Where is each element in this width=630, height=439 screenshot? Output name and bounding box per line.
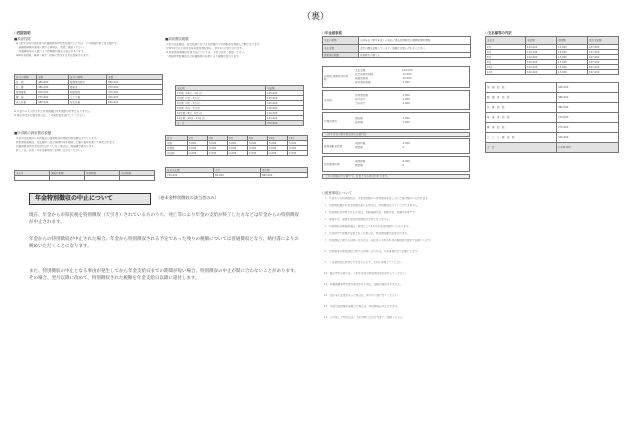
right-left-block: [322, 112, 470, 130]
table-cell: 480,000: [37, 100, 69, 105]
notes-item: １．年金からの特別徴収は、年金支給額から所得税等を差し引いた後の額から行われます。: [324, 197, 431, 200]
block-line: 徴収額 5,000: [355, 117, 410, 120]
table-cell: 3,000: [268, 146, 288, 151]
table-cell: 480,000: [37, 80, 69, 85]
table-cell: 源泉徴収税額: [323, 53, 359, 58]
table-cell: 380,000: [557, 93, 619, 103]
table-cell: 120,000: [266, 91, 304, 96]
block-label: 国民健康保険: [324, 163, 340, 166]
table-cell: 区分の種類: [69, 75, 107, 80]
block-label: 所得税 復興特別所得税: [324, 75, 349, 82]
notes-item: ８．所得税等の源泉徴収に関するお問い合わせは、年金事務所までお願いします。: [324, 250, 420, 253]
table-cell: 270,000: [557, 113, 619, 123]
table-cell: 支払月: [15, 171, 50, 176]
table-cell: 2,000: [208, 151, 228, 156]
table-cell: 720,000: [166, 173, 214, 178]
table-cell: 10月: [268, 136, 288, 141]
left-section2-line: 源泉徴収税額は、支払額から社会保険料等を控除した額に税率を乗じて算出されます。: [16, 141, 117, 144]
table-cell: 支払の種類: [323, 37, 359, 45]
table-cell: 12月: [486, 70, 526, 75]
table-cell: 所得税: [166, 146, 188, 151]
table-cell: 基 礎 控 除: [486, 83, 557, 93]
table-cell: 3,000: [208, 146, 228, 151]
table-cell: 270,000: [107, 85, 163, 90]
table-cell: 120,000: [526, 60, 557, 65]
block-line: 特別徴収額 2,000: [355, 94, 410, 97]
right-left-block: [322, 90, 470, 110]
table-cell: 120,000: [266, 111, 304, 116]
table-cell: 支払月: [486, 37, 526, 45]
left-section2-line: 年金の支払額から所得税及び復興特別所得税が源泉徴収されています。: [16, 137, 99, 140]
block-line: 支払金額 120,000: [355, 69, 413, 72]
table-cell: 配 偶 者 控 除: [486, 93, 557, 103]
table-cell: 老人扶養: [15, 100, 37, 105]
right-left-header-table: [322, 36, 471, 58]
table-cell: 5,000: [208, 141, 228, 146]
table-cell: 13,000: [557, 50, 588, 55]
table-cell: 6月期（4月・5月分）: [176, 101, 266, 106]
table-cell: 住民税: [166, 151, 188, 156]
table-cell: 課税対象額: [50, 171, 85, 176]
left-section1-line: ・基礎控除額の適用に関する事項は、別途ご確認ください。: [16, 46, 87, 49]
block-line: 当年度分 2,000: [355, 102, 410, 105]
left-section2-line: 扶養親族等申告書を提出されていない場合は、控除額が異なります。: [16, 145, 97, 148]
table-cell: 特定扶養: [69, 100, 107, 105]
table-cell: 3,000: [188, 146, 208, 151]
table-cell: 住民税額: [120, 171, 155, 176]
block-label: 介護保険料: [324, 120, 337, 123]
table-cell: ひとり親: [69, 95, 107, 100]
middle-section-line: 年金の支払額は、各支払期における支給額から所得税等を控除した額となります。: [166, 43, 262, 46]
table-cell: 4月期（2月・3月分）: [176, 96, 266, 101]
block-label: 後期高齢者医療: [324, 145, 343, 148]
table-cell: 金額: [37, 75, 69, 80]
table-cell: 合 計: [486, 143, 557, 153]
table-cell: [15, 176, 50, 181]
table-cell: 480,000: [557, 83, 619, 93]
notice-paragraph: また、特別徴収の中止となる事由が発生してから年金支給日までの期間が短い場合、特別徴収の中止が間に合わないことがあります。その場合、翌月以降に改めて、特別徴収された税額を年金支給日以降に還付します。: [29, 269, 299, 281]
table-cell: 2,130,000: [557, 143, 619, 153]
table-cell: 5,000: [188, 141, 208, 146]
table-cell: 120,000: [266, 116, 304, 121]
table-cell: 5,000: [268, 141, 288, 146]
table-cell: 400,000: [37, 90, 69, 95]
notes-item: 12．住所等に変更があった場合は、速やかに届け出てください。: [324, 294, 400, 297]
table-cell: 13,000: [557, 70, 588, 75]
left-section1-line: ※公的年金等の受給者の扶養親族等申告書を提出した方は、その控除対象となる額です。: [16, 42, 120, 45]
table-cell: 基礎: [166, 141, 188, 146]
block-line: 保険料額 4,000: [355, 142, 410, 145]
table-cell: 配偶者控除等: [69, 80, 107, 85]
table-cell: 3,000: [288, 146, 308, 151]
block-line: 社会保険料控除 15,000: [355, 73, 412, 76]
table-cell: 107,000: [588, 60, 619, 65]
table-cell: 同居特障: [69, 90, 107, 95]
table-cell: 2,000: [268, 151, 288, 156]
table-cell: 12月期（10月・11月分）: [176, 116, 266, 121]
middle-rate-table: [175, 85, 304, 126]
right-left-title: ○年金源泉税: [322, 31, 342, 35]
right-left-mid-bar: 公的年金等の源泉徴収票の記載内容: [322, 132, 470, 137]
table-cell: 3,000: [248, 146, 268, 151]
table-cell: [50, 176, 85, 181]
table-cell: 2,000: [248, 151, 268, 156]
table-cell: 5,000: [288, 141, 308, 146]
left-section2-line: 詳しくは、お近くの年金事務所にお問い合わせください。: [16, 149, 84, 152]
notes-item: 13．年金の受給権が消滅した場合は、特別徴収は中止されます。: [324, 305, 400, 308]
table-cell: 寡 婦: [15, 95, 37, 100]
notes-item: ７．特別徴収に関するお問い合わせは、お住まいの市区町村の税務担当課までお願いします。: [324, 239, 433, 242]
table-cell: 支給額: [526, 37, 557, 45]
table-cell: 270,000: [37, 95, 69, 100]
left-section1-line: ・扶養親族等の人数により控除額が異なる場合があります。: [16, 50, 86, 53]
middle-section-line: ※ 源泉徴収税額の計算方法については、下記の表をご参照ください。: [166, 51, 247, 54]
block-line: 基準額 5,000: [355, 121, 410, 124]
table-cell: 寡 婦 控 除: [486, 123, 557, 133]
table-cell: 107,000: [588, 65, 619, 70]
notes-item: 10．確定申告の際には、公的年金等の源泉徴収票を添付してください。: [324, 272, 408, 275]
block-line: 調整額 0: [355, 146, 405, 149]
table-cell: 合計の額を記載しています。詳細はお問い合わせください。: [359, 45, 471, 53]
notice-paragraph: 年金からの特別徴収が中止された場合、年金から特別徴収される予定であった残りの税額については普通徴収となり、納付書によりお納めいただくことになります。: [29, 237, 299, 249]
table-cell: 区分: [166, 136, 188, 141]
table-cell: 金額: [107, 75, 163, 80]
block-line: 基礎的控除 40,000: [355, 77, 412, 80]
notes-item: 11．扶養親族等申告書の提出がない場合、控除が適用されません。: [324, 283, 403, 286]
table-cell: 区分の種類: [15, 75, 37, 80]
table-cell: 扶 養: [15, 85, 37, 90]
table-cell: 2,000: [228, 151, 248, 156]
table-cell: 差引支給額: [588, 37, 619, 45]
notes-item: ３．特別徴収の対象となる年金は、老齢基礎年金、老齢年金、退職年金等です。: [324, 211, 418, 214]
table-cell: 支払期: [176, 86, 266, 91]
middle-footer-table: [165, 167, 308, 178]
table-cell: 8月期（6月・7月分）: [176, 106, 266, 111]
table-cell: 107,000: [588, 70, 619, 75]
right-right-bottom-table: [485, 82, 619, 153]
notes-item: ９．この通知書は再発行できませんので、大切に保管してください。: [324, 261, 405, 264]
table-cell: 350,000: [557, 133, 619, 143]
table-cell: ひ と り 親 控 除: [486, 133, 557, 143]
table-cell: 120,000: [526, 50, 557, 55]
table-cell: 5,000: [248, 141, 268, 146]
middle-section-line: 令和5年分の公的年金等の源泉徴収票は、翌年1月に送付されます。: [166, 47, 245, 50]
left-section1-note: ※ 年金から天引きされた所得税額は年末調整の対象となりません。: [14, 110, 93, 113]
notes-item: 14．その他ご不明な点は、下記の問い合わせ先までご連絡ください。: [324, 316, 406, 319]
table-cell: 合計: [214, 168, 261, 173]
left-deduction-table: [14, 74, 163, 105]
table-cell: 8月: [248, 136, 268, 141]
table-cell: 10月期（8月・9月分）: [176, 111, 266, 116]
table-cell: 2,000: [288, 151, 308, 156]
middle-monthly-table: [165, 135, 308, 156]
table-cell: 120,000: [526, 45, 557, 50]
page-label: （裏）: [302, 12, 330, 22]
table-cell: 107,000: [588, 55, 619, 60]
table-cell: 2月期（12月・1月分）: [176, 91, 266, 96]
block-line: 源泉徴収税額 3,000: [355, 81, 410, 84]
table-cell: 支給額: [266, 86, 304, 91]
right-left-lower-block: [322, 156, 470, 172]
table-cell: 特別障害: [15, 90, 37, 95]
right-right-title: ○支払額等の内訳: [485, 31, 512, 35]
table-cell: 270,000: [557, 123, 619, 133]
block-label: 住民税: [324, 99, 332, 102]
right-right-top-table: [485, 36, 619, 75]
block-line: 調整額 0: [355, 164, 405, 167]
left-section2-title: ■所得税の源泉徴収税額: [14, 131, 52, 135]
left-section1-line: ※障害者控除、寡婦（寡夫）控除に該当する方は加算されます。: [16, 54, 91, 57]
left-section1-title: ○控除説明: [14, 31, 31, 35]
table-cell: 380,000: [107, 80, 163, 85]
table-cell: 120,000: [266, 106, 304, 111]
table-cell: 2月: [188, 136, 208, 141]
table-cell: 4月: [486, 50, 526, 55]
middle-section-line: ・控除対象配偶者及び扶養親族の有無により税額が変わります。: [166, 55, 242, 58]
table-cell: 660,000: [261, 173, 308, 178]
table-cell: 107,000: [588, 50, 619, 55]
table-cell: 120,000: [526, 55, 557, 60]
table-cell: 120,000: [526, 65, 557, 70]
table-cell: 障 害 者 控 除: [486, 113, 557, 123]
table-cell: 630,000: [107, 100, 163, 105]
table-cell: 支払金額: [323, 45, 359, 53]
notes-item: ５．特別徴収の開始時期は、原則として4月の年金支給時からとなります。: [324, 225, 412, 228]
notes-title: ○留意事項について: [322, 191, 353, 195]
table-cell: 13,000: [557, 65, 588, 70]
table-cell: 公的年金（厚生年金）の支払に係る所得税及び復興特別所得税: [359, 37, 471, 45]
table-cell: [85, 176, 120, 181]
notes-item: ４．障害年金、遺族年金は特別徴収の対象となりません。: [324, 218, 392, 221]
table-cell: 差引額: [261, 168, 308, 173]
table-cell: 5,000: [228, 141, 248, 146]
notice-title: 年金特別徴収の中止について: [29, 193, 151, 205]
block-line: 前年度分 2,000: [355, 98, 410, 101]
table-cell: 120,000: [266, 96, 304, 101]
table-cell: 6月: [228, 136, 248, 141]
notice-subtitle: （巻末金特別徴収の該当者のみ）: [156, 195, 219, 200]
table-cell: 所得税等の額です。: [359, 53, 471, 58]
block-line: 保険税額 6,000: [355, 160, 410, 163]
table-cell: 107,000: [588, 45, 619, 50]
table-cell: 障害者: [69, 85, 107, 90]
table-cell: 13,000: [557, 55, 588, 60]
table-cell: 年金支払額: [166, 168, 214, 173]
table-cell: 380,000: [557, 103, 619, 113]
table-cell: 720,000: [266, 121, 304, 126]
table-cell: [120, 176, 155, 181]
table-cell: 10月: [486, 65, 526, 70]
table-cell: 12月: [288, 136, 308, 141]
table-cell: 3,000: [228, 146, 248, 151]
table-cell: 6月: [486, 55, 526, 60]
table-cell: 13,000: [557, 45, 588, 50]
table-cell: 扶 養 控 除: [486, 103, 557, 113]
table-cell: 8月: [486, 60, 526, 65]
right-left-bottom-bar: 上記の金額は予定額です。変更となる場合があります。: [322, 174, 470, 179]
left-section1-note: ※ 確定申告が必要な場合は、この通知書を添付してください。: [14, 114, 88, 117]
table-cell: 13,000: [557, 60, 588, 65]
left-small-table: [14, 170, 155, 181]
middle-section-title: ■源泉徴収税額: [165, 37, 189, 41]
table-cell: 4月: [208, 136, 228, 141]
left-section1-subtitle: ■源泉控除: [14, 37, 31, 41]
table-cell: 所得税額: [85, 171, 120, 176]
table-cell: 120,000: [266, 101, 304, 106]
table-cell: 2,000: [188, 151, 208, 156]
notes-item: ２．特別徴収額が年金支給額を超える場合は、特別徴収を行うことができません。: [324, 204, 421, 207]
table-cell: 60,000: [214, 173, 261, 178]
notes-item: ６．年度途中で税額が変更となった場合は、特別徴収額が変更されます。: [324, 232, 410, 235]
table-cell: 380,000: [37, 85, 69, 90]
table-cell: 合 計: [176, 121, 266, 126]
right-left-lower-block: [322, 138, 470, 154]
table-cell: 120,000: [526, 70, 557, 75]
table-cell: 基 礎: [15, 80, 37, 85]
table-cell: 控除額: [557, 37, 588, 45]
table-cell: 2月: [486, 45, 526, 50]
notice-paragraph: 現在、年金から市県民税を特別徴収（天引き）されている方のうち、死亡等により年金の支給が終了した方などは年金からの特別徴収が中止されます。: [29, 213, 299, 225]
right-left-block: [322, 66, 470, 88]
table-cell: 750,000: [107, 90, 163, 95]
table-cell: 350,000: [107, 95, 163, 100]
